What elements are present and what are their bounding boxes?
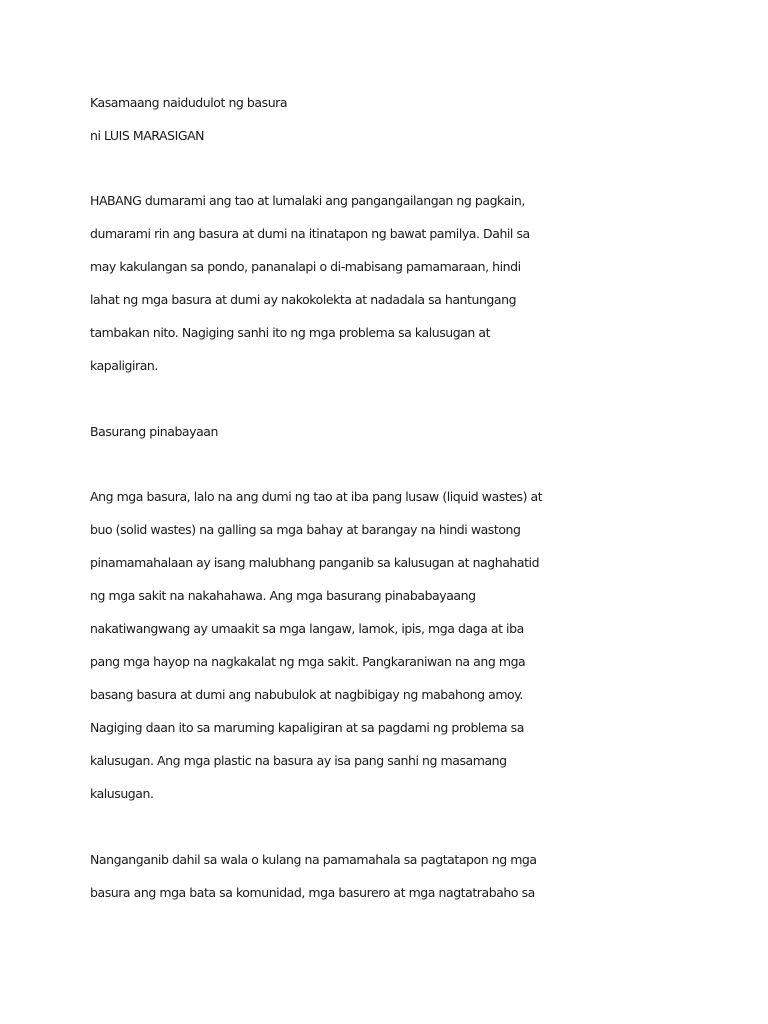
text-line: kalusugan. Ang mga plastic na basura ay isa pang sanhi ng masamang bbox=[90, 753, 507, 768]
text-line: Nanganganib dahil sa wala o kulang na pamamahala sa pagtatapon ng mga bbox=[90, 852, 537, 867]
text-line: buo (solid wastes) na galling sa mga bahay at barangay na hindi wastong bbox=[90, 522, 521, 537]
text-line: may kakulangan sa pondo, pananalapi o di-mabisang pamamaraan, hindi bbox=[90, 259, 521, 274]
text-line: tambakan nito. Nagiging sanhi ito ng mga problema sa kalusugan at bbox=[90, 325, 491, 340]
text-line: Ang mga basura, lalo na ang dumi ng tao at iba pang lusaw (liquid wastes) at bbox=[90, 489, 543, 504]
text-line: lahat ng mga basura at dumi ay nakokolekta at nadadala sa hantungang bbox=[90, 292, 517, 307]
text-line: basura ang mga bata sa komunidad, mga basurero at mga nagtatrabaho sa bbox=[90, 885, 535, 900]
text-line: dumarami rin ang basura at dumi na itinatapon ng bawat pamilya. Dahil sa bbox=[90, 226, 530, 241]
text-line: Nagiging daan ito sa maruming kapaligiran at sa pagdami ng problema sa bbox=[90, 720, 524, 735]
section-heading: Basurang pinabayaan bbox=[90, 424, 218, 439]
text-line: nakatiwangwang ay umaakit sa mga langaw, lamok, ipis, mga daga at iba bbox=[90, 621, 524, 636]
text-line: pinamamahalaan ay isang malubhang panganib sa kalusugan at naghahatid bbox=[90, 555, 540, 570]
document-byline: ni LUIS MARASIGAN bbox=[90, 128, 205, 143]
text-line: HABANG dumarami ang tao at lumalaki ang pangangailangan ng pagkain, bbox=[90, 193, 525, 208]
text-line: basang basura at dumi ang nabubulok at nagbibigay ng mabahong amoy. bbox=[90, 687, 523, 702]
text-line: kapaligiran. bbox=[90, 358, 158, 373]
document-title: Kasamaang naidudulot ng basura bbox=[90, 95, 288, 110]
text-line: pang mga hayop na nagkakalat ng mga sakit. Pangkaraniwan na ang mga bbox=[90, 654, 526, 669]
text-line: kalusugan. bbox=[90, 786, 154, 801]
text-line: ng mga sakit na nakahahawa. Ang mga basurang pinababayaang bbox=[90, 588, 476, 603]
